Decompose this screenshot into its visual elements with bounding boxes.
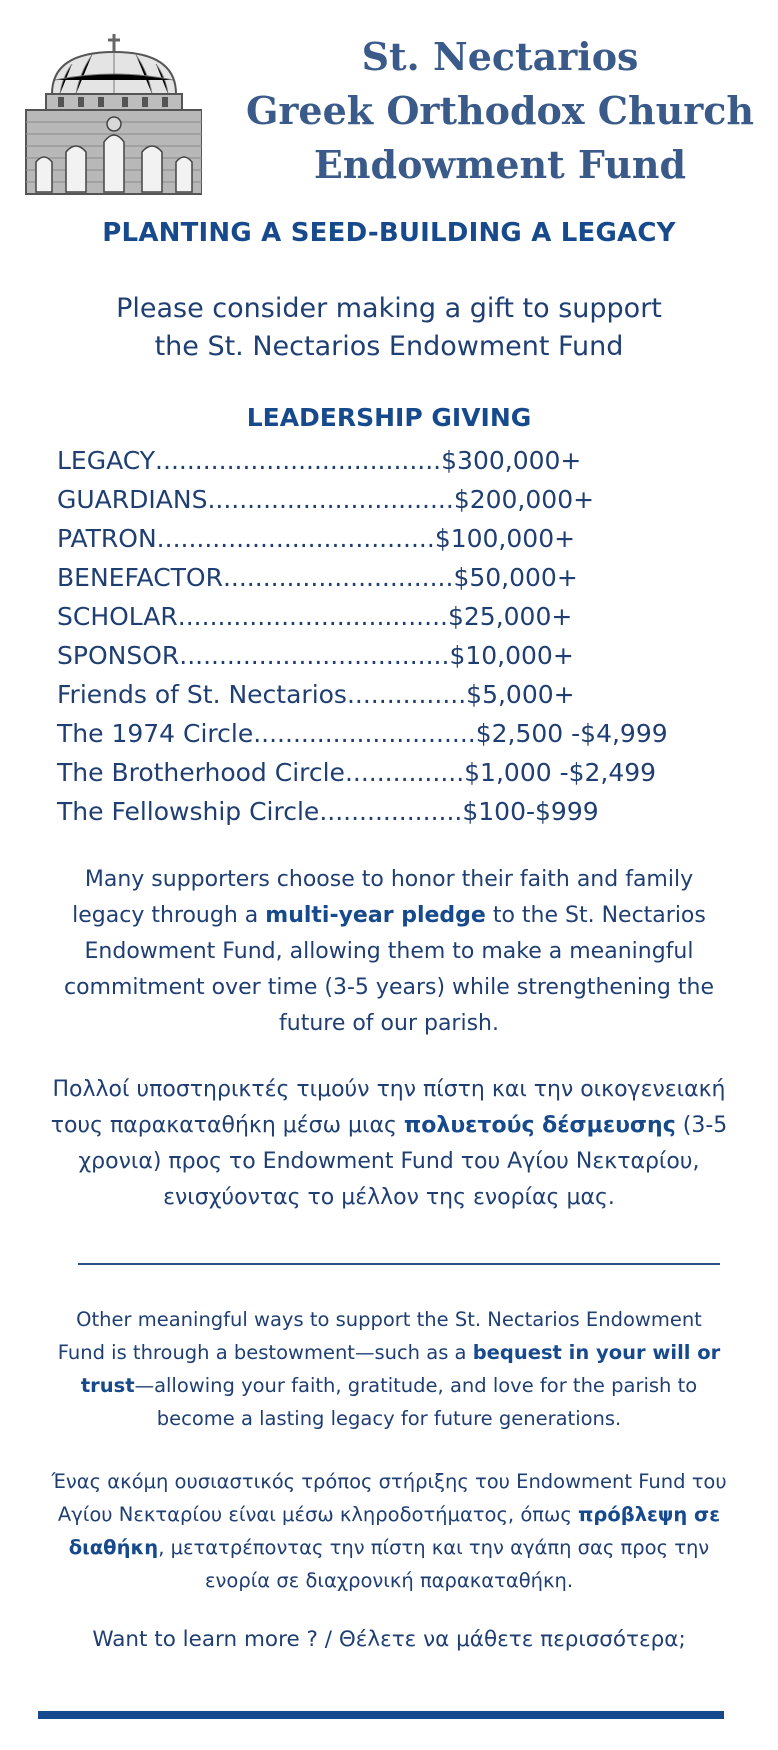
giving-tiers-list [57,441,757,831]
section-divider [78,1263,720,1265]
bequest-gr-text-end: , μετατρέποντας την πίστη και την αγάπη σας προς την ενορία σε διαχρονική παρακαταθήκη. [158,1536,710,1592]
church-title [240,30,760,192]
tier-row [57,675,757,714]
pledge-en-text-end: to the St. Nectarios Endowment Fund, allowing them to make a meaningful commitment over time (3-5 years) while strengthening the future of our parish. [63,903,714,1036]
bequest-en-text: Other meaningful ways to support the St. Nectarios Endowment Fund is through a bestowment—such as a [57,1308,702,1364]
title-line-2: Greek Orthodox Church [245,88,755,133]
bequest-gr-text: Ένας ακόμη ουσιαστικός τρόπος στήριξης του Endowment Fund του Αγίου Νεκταρίου είναι μέσω κληροδοτήματος, όπως [51,1470,727,1526]
bequest-en-text-end: —allowing your faith, gratitude, and love for the parish to become a lasting legacy for future generations. [134,1374,698,1430]
tier-row [57,714,757,753]
tier-leader-dots: ................................... [156,524,435,553]
tier-name: PATRON [57,524,157,553]
learn-more-text: Want to learn more ? / Θέλετε να μάθετε περισσότερα; [92,1627,686,1652]
tier-row [57,792,757,831]
tier-leader-dots: ............................ [253,719,476,748]
tier-amount: $100,000+ [434,524,576,553]
tier-name: SPONSOR [57,641,180,670]
footer-rule [38,1711,724,1719]
tier-leader-dots: ............................. [222,563,454,592]
tier-leader-dots: ............................... [207,485,454,514]
consider-gift-text [0,290,778,366]
title-line-3: Endowment Fund [313,142,687,187]
tier-row [57,558,757,597]
bequest-en-emphasis: bequest in your will or trust [80,1341,721,1397]
pledge-gr-text: Πολλοί υποστηρικτές τιμούν την πίστη και την οικογενειακή τους παρακαταθήκη μέσω μιας [50,1077,726,1138]
tier-amount: $10,000+ [449,641,574,670]
pledge-en-text: Many supporters choose to honor their faith and family legacy through a [72,867,694,928]
tier-leader-dots: ............... [344,758,465,787]
pledge-paragraph-greek [50,1072,728,1216]
tier-amount: $100-$999 [462,797,599,826]
pledge-gr-text-end: (3-5 χρονια) προς το Endowment Fund του Αγίου Νεκταρίου, ενισχύοντας το μέλλον της ενορίας μας. [78,1113,728,1210]
tier-amount: $300,000+ [441,446,582,475]
tier-leader-dots: ............... [346,680,467,709]
tier-leader-dots: .................. [319,797,463,826]
tier-amount: $2,500 -$4,999 [475,719,668,748]
leadership-giving-heading: LEADERSHIP GIVING [246,403,532,432]
tier-row [57,480,757,519]
tier-name: Friends of St. Nectarios [57,680,347,709]
tier-leader-dots: .................................. [179,641,450,670]
tier-row [57,753,757,792]
bequest-paragraph-greek [50,1465,728,1597]
header [0,0,778,200]
consider-line-1: Please consider making a gift to support [116,293,662,324]
tier-row [57,441,757,480]
pledge-paragraph-english [50,862,728,1042]
tier-name: The 1974 Circle [57,719,254,748]
tier-amount: $1,000 -$2,499 [464,758,657,787]
tier-amount: $200,000+ [453,485,595,514]
tier-row [57,519,757,558]
tier-name: BENEFACTOR [57,563,223,592]
tier-row [57,597,757,636]
tier-name: The Fellowship Circle [57,797,320,826]
tier-name: LEGACY [57,446,156,475]
pledge-en-emphasis: multi-year pledge [265,903,486,928]
tier-amount: $25,000+ [447,602,573,631]
pledge-gr-emphasis: πολυετούς δέσμευσης [403,1113,676,1138]
tier-leader-dots: .................................... [155,446,442,475]
tagline: PLANTING A SEED-BUILDING A LEGACY [102,218,676,248]
tier-amount: $5,000+ [466,680,575,709]
title-line-1: St. Nectarios [361,34,639,79]
tier-name: GUARDIANS [57,485,208,514]
church-dome-logo [22,32,202,197]
tier-row [57,636,757,675]
consider-line-2: the St. Nectarios Endowment Fund [154,331,624,362]
tier-leader-dots: .................................. [177,602,448,631]
tier-name: The Brotherhood Circle [57,758,345,787]
tier-amount: $50,000+ [453,563,578,592]
bequest-gr-emphasis: πρόβλεψη σε διαθήκη [68,1503,721,1559]
bequest-paragraph-english [50,1303,728,1435]
tier-name: SCHOLAR [57,602,178,631]
